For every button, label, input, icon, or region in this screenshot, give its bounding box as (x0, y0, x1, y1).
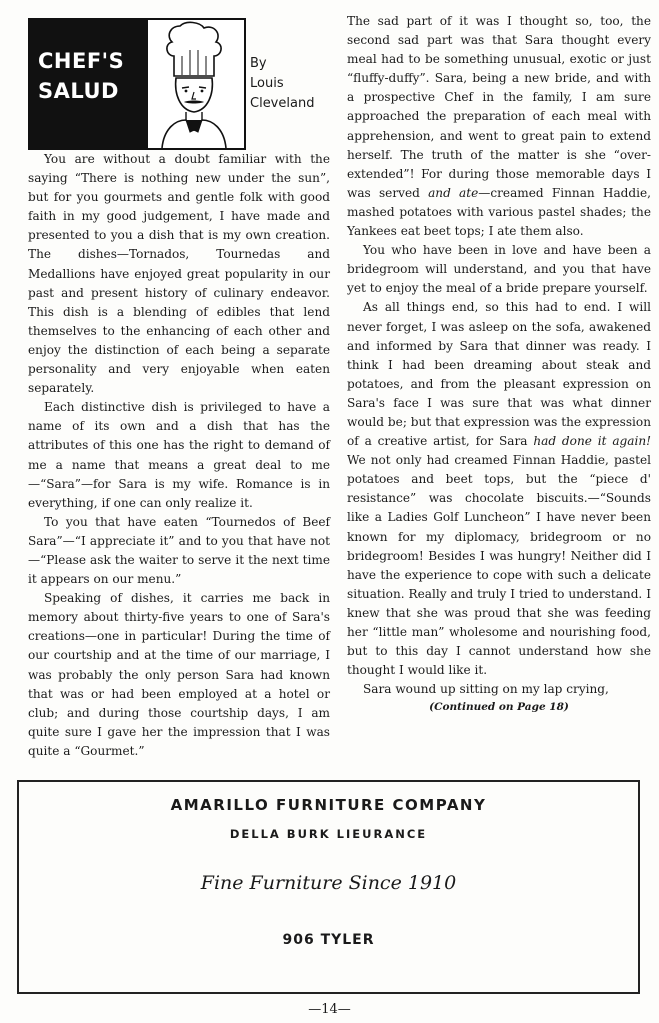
chefs-salud-logo (28, 18, 246, 150)
article-column-right (347, 12, 651, 714)
ad-company-name: AMARILLO FURNITURE COMPANY (170, 796, 487, 814)
article-paragraph: You who have been in love and have been a bridegroom will understand, and you that have yet to enjoy the meal of a bride prepare yourself. (347, 243, 651, 296)
paragraph-text: We not only had creamed Finnan Haddie, pastel potatoes and beet tops, but the “piece d' resistance” was chocolate biscuits.—“Sounds like a Ladies Golf Luncheon” I have never been known for my diplomacy, bridegroom or no bridegroom! Besides I was hungry! Neither did I have the experience to cope with such a delicate situation. Really and truly I tried to understand. I knew that she was proud that she was feeding her “little man” wholesome and nourishing food, but to this day I cannot understand how she thought I would like it. (347, 453, 651, 678)
article-paragraph (347, 298, 651, 680)
article-paragraph: You are without a doubt familiar with the saying “There is nothing new under the sun”, but for you gourmets and gentle folk with good faith in my good judgement, I have made and presented to you a dish that is my own creation. The dishes—Tornados, Tournedas and Medallions have enjoyed great popularity in our past and present history of culinary endeavor. This dish is a blending of edibles that lend themselves to the enhancing of each other and enjoy the distinction of each being a separate personality and very enjoyable when eaten separately. (28, 152, 330, 396)
byline-by: By (250, 56, 267, 71)
emphasis-text: had done it again! (533, 434, 651, 449)
article-paragraph (347, 12, 651, 241)
article-paragraph: To you that have eaten “Tournedos of Beef Sara”—“I appreciate it” and to you that have not—“Please ask the waiter to serve it the next time it appears on our menu.” (28, 514, 330, 587)
column-header (28, 8, 338, 146)
article-column-left (28, 150, 330, 761)
article-paragraph: Speaking of dishes, it carries me back in memory about thirty-five years to one of Sara's creations—one in particular! During the time of our courtship and at the time of our marriage, I was probably the only person Sara had known that was or had been employed at a hotel or club; and during those courtship days, I am quite sure I gave her the impression that I was quite a “Gourmet.” (28, 591, 330, 758)
ad-proprietor-name: DELLA BURK LIEURANCE (229, 827, 428, 841)
paragraph-text: —creamed Finnan Haddie, mashed potatoes with various pastel shades; the Yankees eat beet tops; I ate them also. (347, 185, 652, 239)
continued-note: (Continued on Page 18) (429, 701, 569, 714)
chef-illustration-icon (142, 20, 244, 148)
column-title-line1: CHEF'S (38, 49, 125, 73)
ad-address: 906 TYLER (282, 932, 375, 948)
column-title-line2: SALUD (38, 79, 119, 103)
ad-tagline: Fine Furniture Since 1910 (200, 872, 457, 894)
author-last-name: Cleveland (250, 96, 315, 111)
page-number: —14— (308, 1002, 351, 1017)
paragraph-text: The sad part of it was I thought so, too, the second sad part was that Sara thought every meal had to be something unusual, exotic or just “fluffy-duffy”. Sara, being a new bride, and with a prospective Chef in the family, I am sure approached the preparation of each meal with apprehension, and went to great pain to extend herself. The truth of the matter is she “over-extended”! For during those memorable days I was served (347, 14, 651, 200)
article-paragraph: Each distinctive dish is privileged to have a name of its own and a dish that has the attributes of this one has the right to demand of me a name that means a great deal to me —“Sara”—for Sara is my wife. Romance is in everything, if one can only realize it. (28, 400, 330, 510)
byline (250, 54, 340, 114)
advertisement-box (17, 780, 640, 994)
article-paragraph: Sara wound up sitting on my lap crying, (363, 682, 609, 697)
column-title (38, 46, 148, 106)
paragraph-text: As all things end, so this had to end. I will never forget, I was asleep on the sofa, awakened and informed by Sara that dinner was ready. I think I had been dreaming about steak and potatoes, and from the pleasant expression on Sara's face I was sure that was what dinner would be; but that expression was the expression of a creative artist, for Sara (347, 300, 651, 449)
emphasis-text: and ate (428, 185, 479, 200)
author-first-name: Louis (250, 76, 284, 91)
